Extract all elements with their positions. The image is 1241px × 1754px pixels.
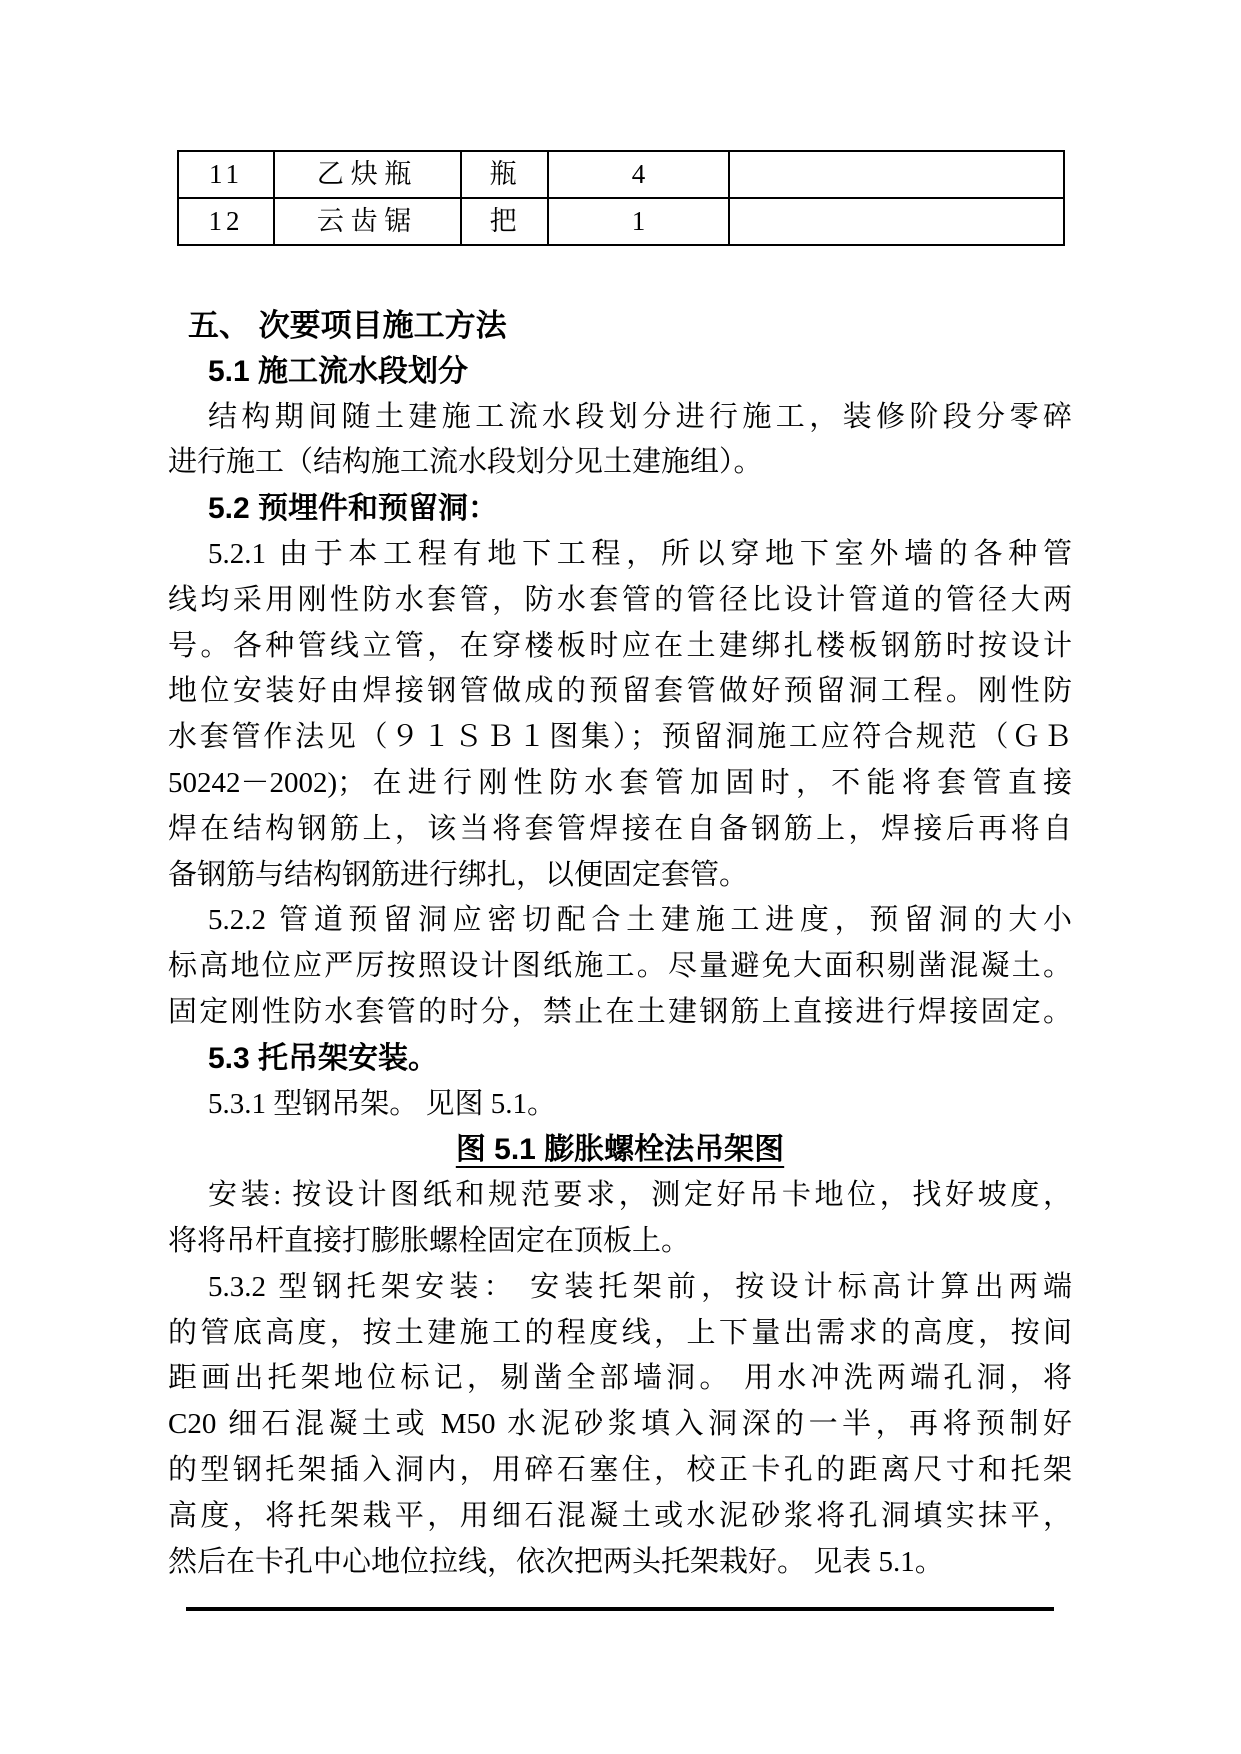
table-cell-serial-no: 12 bbox=[178, 198, 274, 245]
section-heading: 五、 次要项目施工方法 bbox=[188, 308, 507, 343]
body-line: C20 细石混凝土或 M50 水泥砂浆填入洞深的一半，再将预制好 bbox=[168, 1408, 1072, 1441]
table-cell-item-name: 乙炔瓶 bbox=[274, 151, 461, 198]
body-line: 安装: 按设计图纸和规范要求，测定好吊卡地位，找好坡度， bbox=[208, 1179, 1072, 1212]
subsection-heading: 5.1 施工流水段划分 bbox=[208, 354, 469, 388]
body-line: 然后在卡孔中心地位拉线，依次把两头托架栽好。 见表 5.1。 bbox=[168, 1545, 944, 1578]
table-cell-note bbox=[729, 151, 1064, 198]
table-cell-serial-no: 11 bbox=[178, 151, 274, 198]
body-line: 焊在结构钢筋上，该当将套管焊接在自备钢筋上，焊接后再将自 bbox=[168, 812, 1072, 845]
footer-rule bbox=[186, 1607, 1054, 1611]
body-line: 水套管作法见（９１ＳＢ１图集）；预留洞施工应符合规范（ＧＢ bbox=[168, 721, 1072, 754]
subsection-heading: 5.3 托吊架安装。 bbox=[208, 1041, 439, 1075]
body-line: 50242－2002)；在进行刚性防水套管加固时，不能将套管直接 bbox=[168, 766, 1072, 799]
body-line: 结构期间随土建施工流水段划分进行施工，装修阶段分零碎 bbox=[208, 400, 1072, 433]
body-line: 线均采用刚性防水套管，防水套管的管径比设计管道的管径大两 bbox=[168, 583, 1072, 616]
body-line: 5.3.1 型钢吊架。 见图 5.1。 bbox=[208, 1087, 557, 1120]
figure-caption bbox=[168, 1127, 1072, 1173]
body-line: 距画出托架地位标记，剔凿全部墙洞。 用水冲洗两端孔洞，将 bbox=[168, 1362, 1072, 1395]
body-line: 标高地位应严厉按照设计图纸施工。尽量避免大面积剔凿混凝土。 bbox=[168, 950, 1072, 983]
body-line: 5.2.1 由于本工程有地下工程，所以穿地下室外墙的各种管 bbox=[208, 537, 1072, 570]
body-line: 5.2.2 管道预留洞应密切配合土建施工进度，预留洞的大小 bbox=[208, 904, 1072, 937]
equipment-table bbox=[177, 150, 1065, 246]
body-line: 的管底高度，按土建施工的程度线，上下量出需求的高度，按间 bbox=[168, 1316, 1072, 1349]
table-row bbox=[178, 151, 1064, 198]
table-row bbox=[178, 198, 1064, 245]
body-line: 进行施工（结构施工流水段划分见土建施组）。 bbox=[168, 446, 763, 479]
body-line: 的型钢托架插入洞内，用碎石塞住，校正卡孔的距离尺寸和托架 bbox=[168, 1453, 1072, 1486]
body-line: 备钢筋与结构钢筋进行绑扎，以便固定套管。 bbox=[168, 858, 749, 891]
body-line: 号。各种管线立管，在穿楼板时应在土建绑扎楼板钢筋时按设计 bbox=[168, 629, 1072, 662]
table-cell-quantity: 1 bbox=[548, 198, 729, 245]
table-cell-quantity: 4 bbox=[548, 151, 729, 198]
body-line: 5.3.2 型钢托架安装： 安装托架前，按设计标高计算出两端 bbox=[208, 1270, 1072, 1303]
table-cell-note bbox=[729, 198, 1064, 245]
body-line: 高度，将托架栽平，用细石混凝土或水泥砂浆将孔洞填实抹平， bbox=[168, 1499, 1072, 1532]
table-cell-item-name: 云齿锯 bbox=[274, 198, 461, 245]
table-cell-unit: 把 bbox=[461, 198, 548, 245]
table-cell-unit: 瓶 bbox=[461, 151, 548, 198]
figure-caption-text: 图 5.1 膨胀螺栓法吊架图 bbox=[455, 1133, 785, 1167]
subsection-heading: 5.2 预埋件和预留洞： bbox=[208, 492, 499, 526]
body-line: 固定刚性防水套管的时分，禁止在土建钢筋上直接进行焊接固定。 bbox=[168, 995, 1072, 1028]
body-line: 将将吊杆直接打膨胀螺栓固定在顶板上。 bbox=[168, 1224, 691, 1257]
body-line: 地位安装好由焊接钢管做成的预留套管做好预留洞工程。刚性防 bbox=[168, 675, 1072, 708]
document-body bbox=[168, 303, 1072, 1585]
